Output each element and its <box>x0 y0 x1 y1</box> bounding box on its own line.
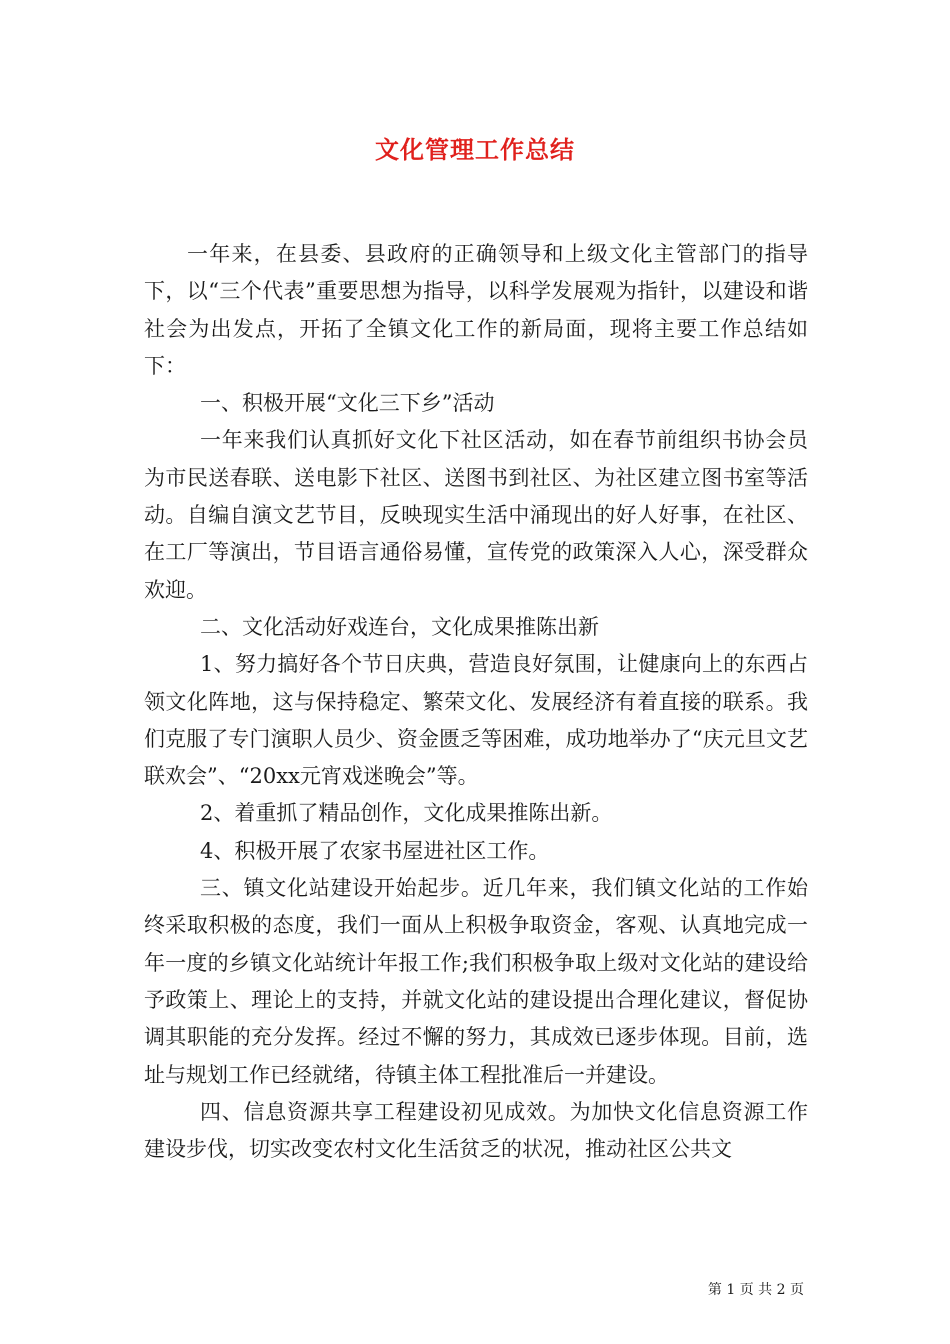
paragraph-item-2: 2、着重抓了精品创作，文化成果推陈出新。 <box>200 801 613 826</box>
paragraph-section-3: 三、镇文化站建设开始起步。近几年来，我们镇文化站的工作始终采取积极的态度，我们一面从上积极争取资金，客观、认真地完成一年一度的乡镇文化站统计年报工作;我们积极争取上级对文化站的建设给予政策上、理论上的支持，并就文化站的建设提出合理化建议，督促协调其职能的充分发挥。经过不懈的努力，其成效已逐步体现。目前，选址与规划工作已经就绪，待镇主体工程批准后一并建设。 <box>144 876 808 1087</box>
paragraph-item-4: 4、积极开展了农家书屋进社区工作。 <box>200 838 550 863</box>
page-number-footer: 第 1 页 共 2 页 <box>707 1282 804 1298</box>
section-heading-1: 一、积极开展“文化三下乡”活动 <box>200 391 495 416</box>
paragraph-section-4: 四、信息资源共享工程建设初见成效。为加快文化信息资源工作建设步伐，切实改变农村文化生活贫乏的状况，推动社区公共文 <box>144 1099 808 1162</box>
document-body <box>144 236 808 1168</box>
paragraph-intro: 一年来，在县委、县政府的正确领导和上级文化主管部门的指导下，以“三个代表”重要思想为指导，以科学发展观为指针，以建设和谐社会为出发点，开拓了全镇文化工作的新局面，现将主要工作总结如下： <box>144 242 808 378</box>
section-heading-2: 二、文化活动好戏连台，文化成果推陈出新 <box>200 614 599 639</box>
paragraph-section-1: 一年来我们认真抓好文化下社区活动，如在春节前组织书协会员为市民送春联、送电影下社区、送图书到社区、为社区建立图书室等活动。自编自演文艺节目，反映现实生活中涌现出的好人好事，在社区、在工厂等演出，节目语言通俗易懂，宣传党的政策深入人心，深受群众欢迎。 <box>144 428 808 602</box>
paragraph-item-1: 1、努力搞好各个节日庆典，营造良好氛围，让健康向上的东西占领文化阵地，这与保持稳定、繁荣文化、发展经济有着直接的联系。我们克服了专门演职人员少、资金匮乏等困难，成功地举办了“庆元旦文艺联欢会”、“20xx元宵戏迷晚会”等。 <box>144 652 808 789</box>
page-title: 文化管理工作总结 <box>375 135 575 164</box>
